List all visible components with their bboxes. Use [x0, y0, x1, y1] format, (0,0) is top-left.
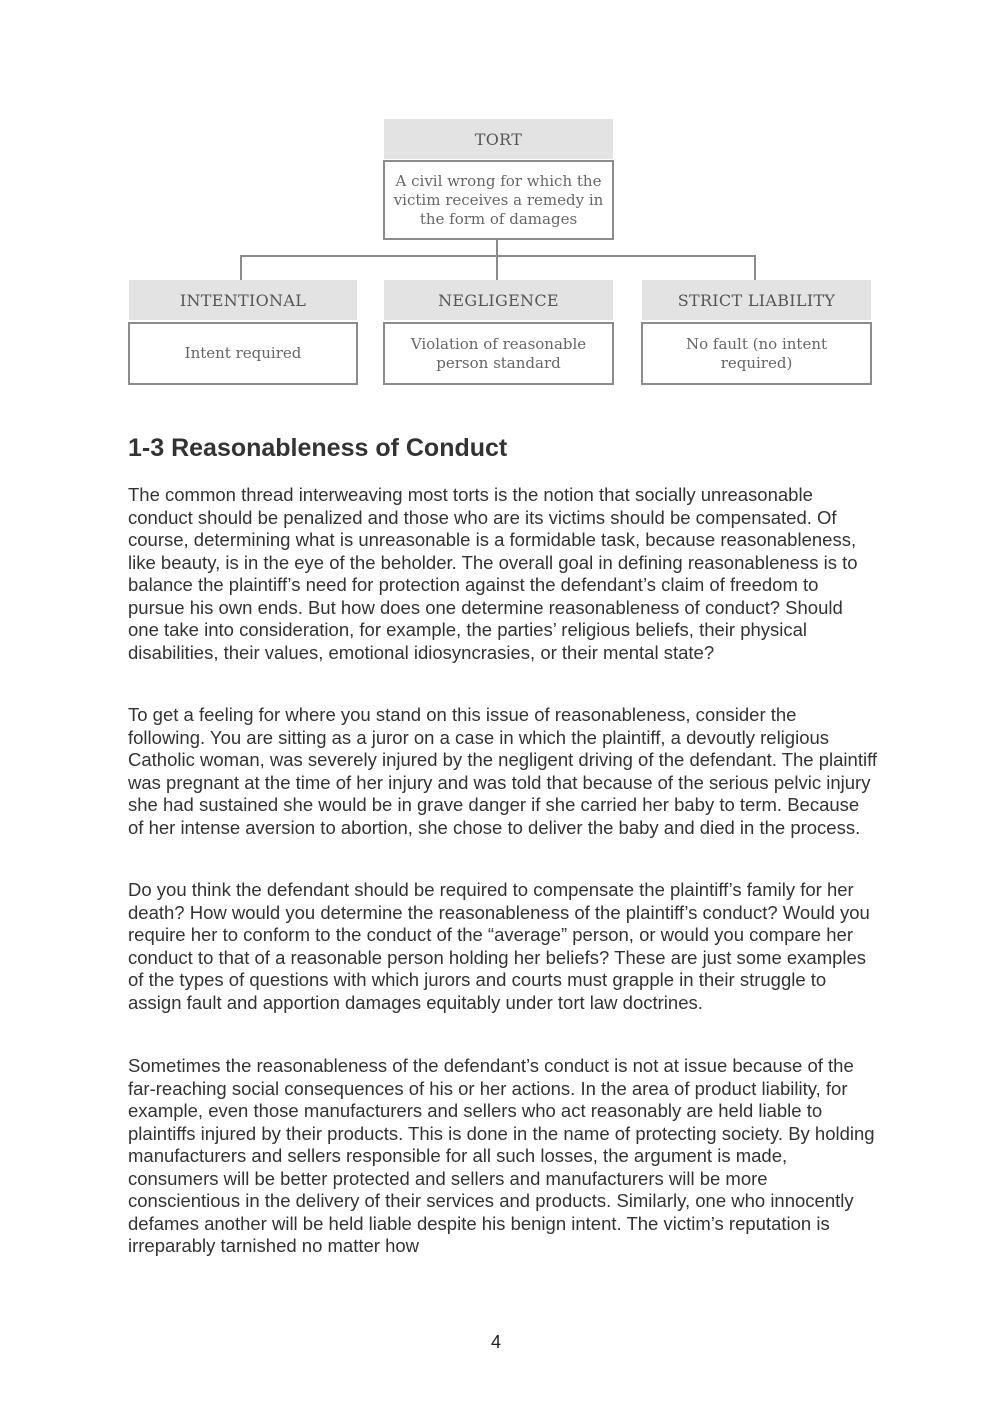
intentional-description-box: Intent required [128, 322, 358, 385]
connector-right-drop [754, 255, 756, 280]
tort-title-box: TORT [384, 119, 613, 159]
connector-horizontal [240, 255, 756, 257]
strict-liability-description-box: No fault (no intent required) [641, 322, 872, 385]
paragraph-3: Do you think the defendant should be required to compensate the plaintiff’s family for her death? How would you determine the reasonableness of the plaintiff’s conduct? Would you require her to conform to the conduct of the “average” person, or would you compare her conduct to that of a reasonable person holding her beliefs? These are just some examples of the types of questions with which jurors and courts must grapple in their struggle to assign fault and apportion damages equitably under tort law doctrines. [128, 879, 870, 1013]
section-heading: 1-3 Reasonableness of Conduct [128, 434, 508, 462]
connector-left-drop [240, 255, 242, 280]
intentional-title-box: INTENTIONAL [129, 280, 357, 320]
paragraph-4: Sometimes the reasonableness of the defendant’s conduct is not at issue because of the far-reaching social consequences of his or her actions. In the area of product liability, for example, even those manufacturers and sellers who act reasonably are held liable to plaintiffs injured by their products. This is done in the name of protecting society. By holding manufacturers and sellers responsible for all such losses, the argument is made, consumers will be better protected and sellers and manufacturers will be more conscientious in the delivery of their services and products. Similarly, one who innocently defames another will be held liable despite his benign intent. The victim’s reputation is irreparably tarnished no matter how [128, 1055, 875, 1256]
strict-liability-title-box: STRICT LIABILITY [642, 280, 871, 320]
negligence-description-box: Violation of reasonable person standard [383, 322, 614, 385]
paragraph-1: The common thread interweaving most torts is the notion that socially unreasonable conduct should be penalized and those who are its victims should be compensated. Of course, determining what is unreasonable is a formidable task, because reasonableness, like beauty, is in the eye of the beholder. The overall goal in defining reasonableness is to balance the plaintiff’s need for protection against the defendant’s claim of freedom to pursue his own ends. But how does one determine reasonableness of conduct? Should one take into consideration, for example, the parties’ religious beliefs, their physical disabilities, their values, emotional idiosyncrasies, or their mental state? [128, 484, 858, 663]
tort-description-box: A civil wrong for which the victim receives a remedy in the form of damages [383, 160, 614, 240]
connector-root-stem [496, 240, 498, 280]
page-number: 4 [490, 1332, 501, 1352]
tort-diagram [0, 0, 992, 400]
paragraph-2: To get a feeling for where you stand on this issue of reasonableness, consider the following. You are sitting as a juror on a case in which the plaintiff, a devoutly religious Catholic woman, was severely injured by the negligent driving of the defendant. The plaintiff was pregnant at the time of her injury and was told that because of the serious pelvic injury she had sustained she would be in grave danger if she carried her baby to term. Because of her intense aversion to abortion, she chose to deliver the baby and died in the process. [128, 704, 878, 838]
negligence-title-box: NEGLIGENCE [384, 280, 613, 320]
